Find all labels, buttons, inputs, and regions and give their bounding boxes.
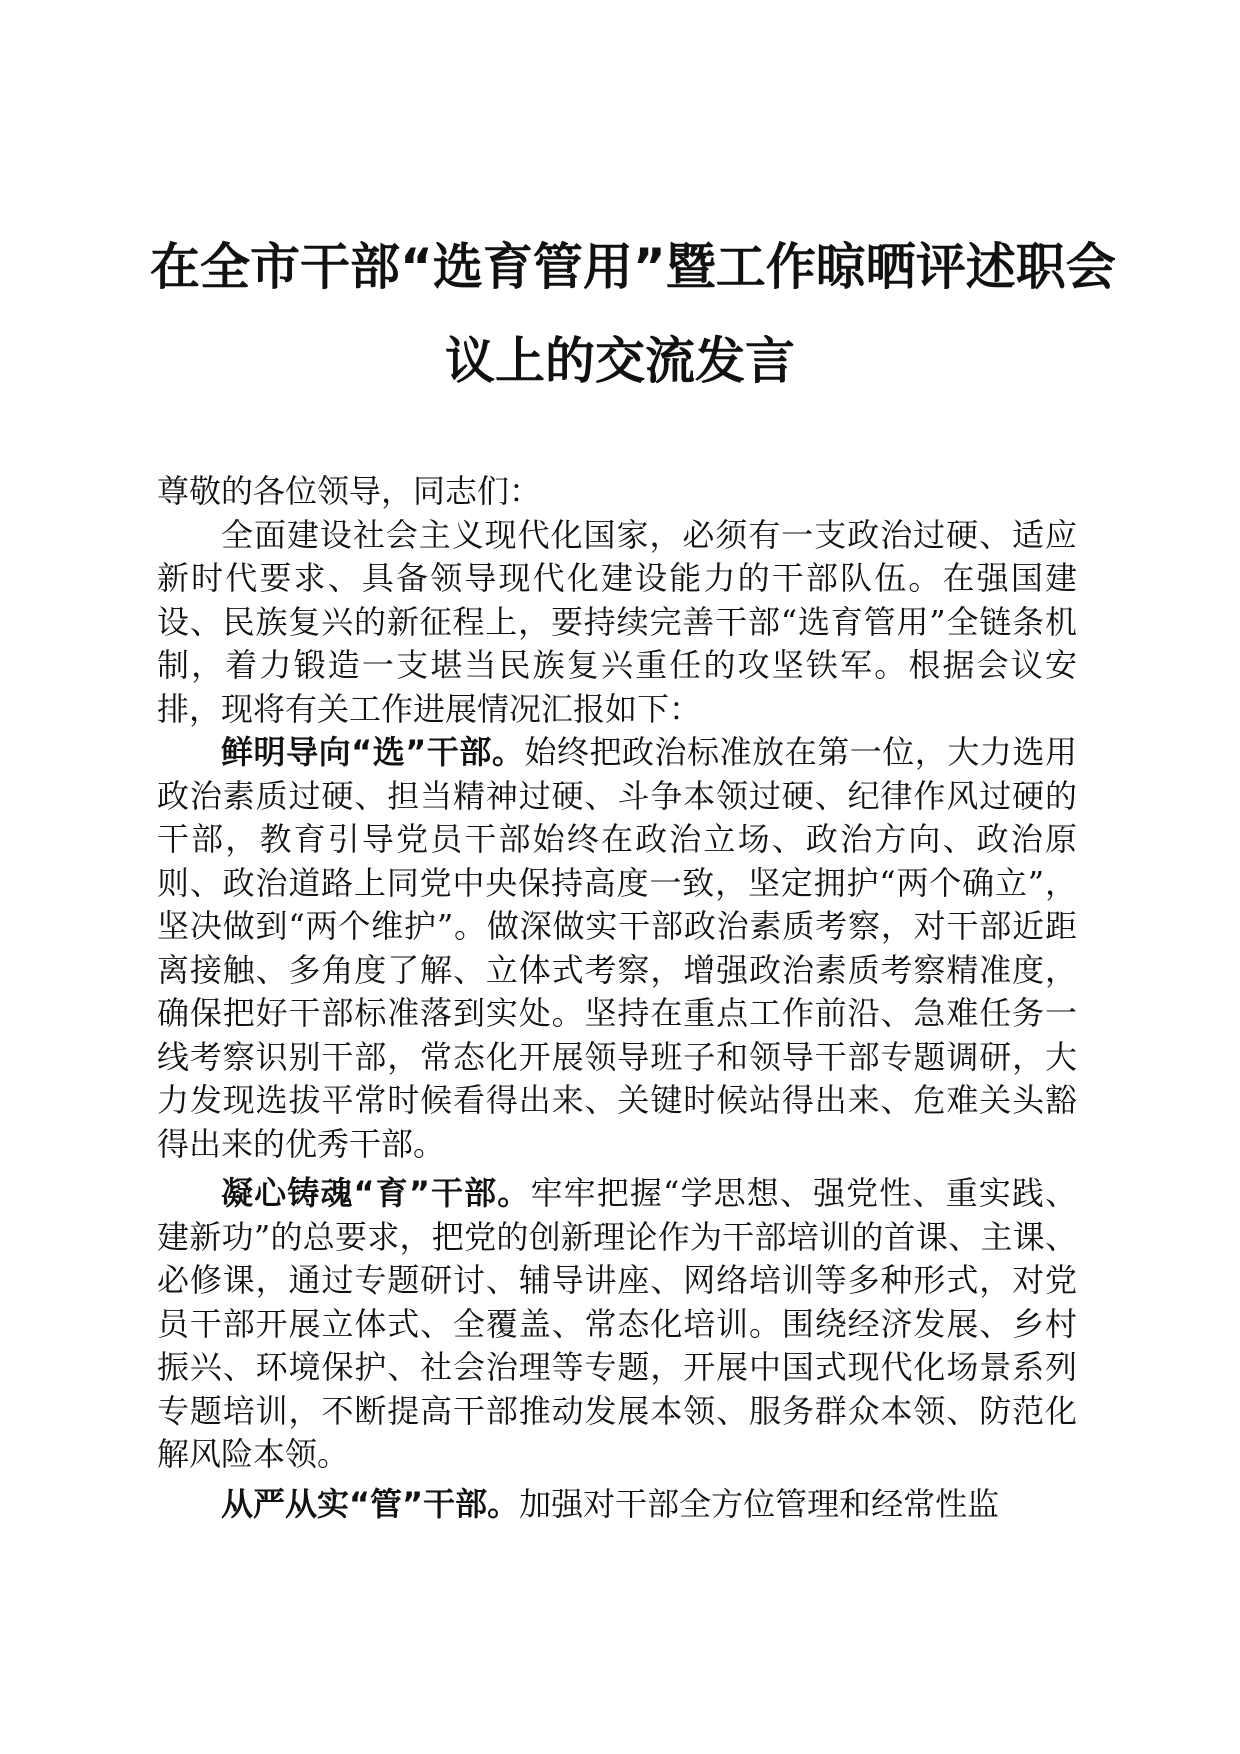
intro-paragraph: 全面建设社会主义现代化国家，必须有一支政治过硬、适应新时代要求、具备领导现代化建设能力的干部队伍。在强国建设、民族复兴的新征程上，要持续完善干部“选育管用”全链条机制，着力锻造一支堪当民族复兴重任的攻坚铁军。根据会议安排，现将有关工作进展情况汇报如下： bbox=[157, 515, 1077, 728]
title-line-2: 议上的交流发言 bbox=[445, 332, 795, 390]
section-paragraph-cultivate bbox=[157, 1172, 1077, 1477]
section-text-select: 始终把政治标准放在第一位，大力选用政治素质过硬、担当精神过硬、斗争本领过硬、纪律作风过硬的干部，教育引导党员干部始终在政治立场、政治方向、政治原则、政治道路上同党中央保持高度一致，坚定拥护“两个确立”，坚决做到“两个维护”。做深做实干部政治素质考察，对干部近距离接触、多角度了解、立体式考察，增强政治素质考察精准度，确保把好干部标准落到实处。坚持在重点工作前沿、急难任务一线考察识别干部，常态化开展领导班子和领导干部专题调研，大力发现选拔平常时候看得出来、关键时候站得出来、危难关头豁得出来的优秀干部。 bbox=[157, 733, 1077, 1163]
title-line-1: 在全市干部“选育管用”暨工作晾晒评述职会 bbox=[150, 238, 1116, 296]
section-paragraph-select bbox=[157, 731, 1077, 1166]
document-title bbox=[150, 220, 1116, 408]
section-heading-select: 鲜明导向“选”干部。 bbox=[221, 733, 525, 771]
section-heading-manage: 从严从实“管”干部。 bbox=[221, 1484, 520, 1523]
section-heading-cultivate: 凝心铸魂“育”干部。 bbox=[221, 1174, 531, 1212]
document-body bbox=[157, 470, 1077, 1526]
section-paragraph-manage bbox=[157, 1483, 1077, 1527]
salutation: 尊敬的各位领导，同志们： bbox=[157, 472, 542, 510]
section-text-cultivate: 牢牢把握“学思想、强党性、重实践、建新功”的总要求，把党的创新理论作为干部培训的首课、主课、必修课，通过专题研讨、辅导讲座、网络培训等多种形式，对党员干部开展立体式、全覆盖、常态化培训。围绕经济发展、乡村振兴、环境保护、社会治理等专题，开展中国式现代化场景系列专题培训，不断提高干部推动发展本领、服务群众本领、防范化解风险本领。 bbox=[157, 1174, 1077, 1473]
section-text-manage: 加强对干部全方位管理和经常性监 bbox=[519, 1484, 1000, 1523]
